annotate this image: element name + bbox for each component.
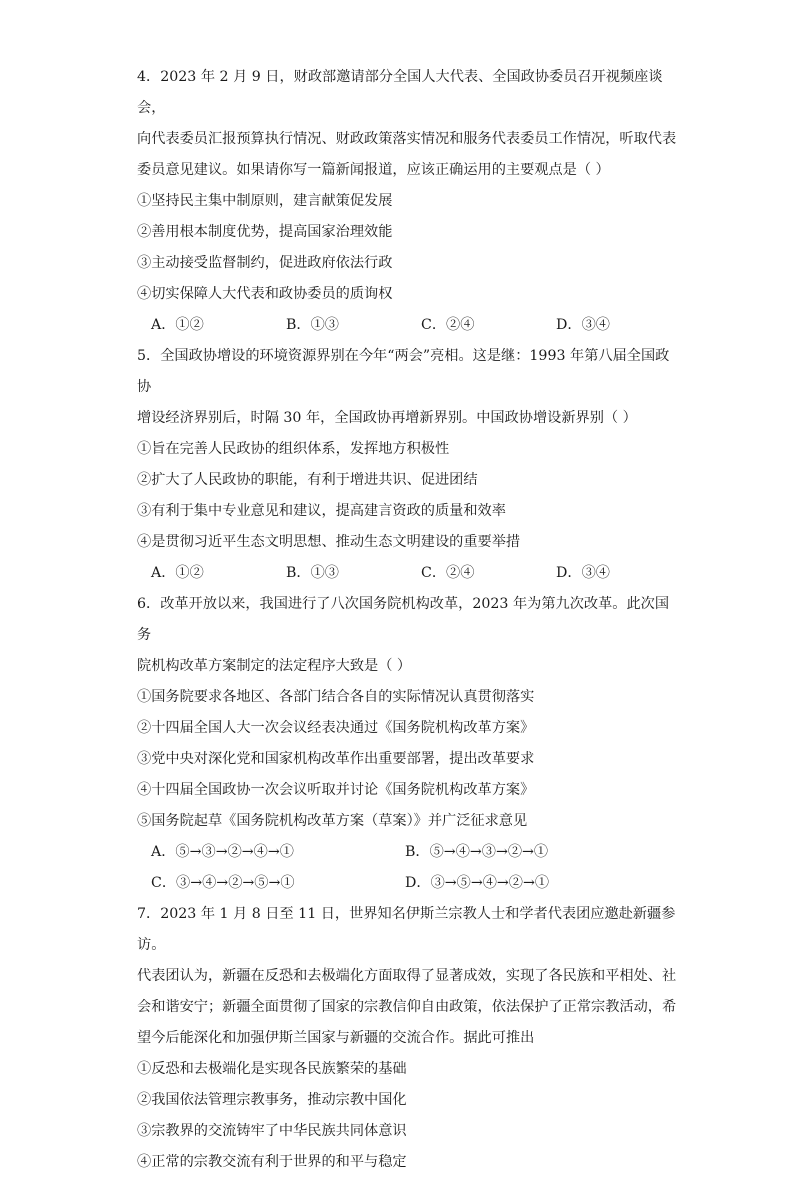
choice-b: B．①③ <box>286 565 339 581</box>
statement-option: ②我国依法管理宗教事务，推动宗教中国化 <box>137 1092 407 1108</box>
statement-option: ①反恐和去极端化是实现各民族繁荣的基础 <box>137 1061 407 1077</box>
answer-choices <box>137 868 677 899</box>
question-stem-line: 院机构改革方案制定的法定程序大致是（ ） <box>137 658 412 674</box>
question-stem-line: 5．全国政协增设的环境资源界别在今年“两会”亮相。这是继：1993 年第八届全国政协 <box>137 348 670 395</box>
statement-option: ②扩大了人民政协的职能，有利于增进共识、促进团结 <box>137 472 478 488</box>
choice-b: B．①③ <box>286 317 339 333</box>
question-stem-line: 望今后能深化和加强伊斯兰国家与新疆的交流合作。据此可推出 <box>137 1030 535 1046</box>
statement-option: ③有利于集中专业意见和建议，提高建言资政的质量和效率 <box>137 503 506 519</box>
question-6 <box>137 589 677 899</box>
question-stem-line: 6．改革开放以来，我国进行了八次国务院机构改革，2023 年为第九次改革。此次国务 <box>137 596 670 643</box>
question-4 <box>137 62 677 341</box>
question-stem-line: 4．2023 年 2 月 9 日，财政部邀请部分全国人大代表、全国政协委员召开视频座谈会， <box>137 69 663 116</box>
choice-b: B．⑤→④→③→②→① <box>405 844 549 860</box>
choice-d: D．③④ <box>556 317 610 333</box>
question-stem-line: 7．2023 年 1 月 8 日至 11 日，世界知名伊斯兰宗教人士和学者代表团应邀赴新疆参访。 <box>137 906 676 953</box>
choice-c: C．②④ <box>421 565 475 581</box>
question-stem-line: 代表团认为，新疆在反恐和去极端化方面取得了显著成效，实现了各民族和平相处、社 <box>137 968 677 984</box>
statement-option: ①国务院要求各地区、各部门结合各自的实际情况认真贯彻落实 <box>137 689 535 705</box>
question-stem-line: 会和谐安宁；新疆全面贯彻了国家的宗教信仰自由政策，依法保护了正常宗教活动，希 <box>137 999 677 1015</box>
question-7 <box>137 899 677 1178</box>
statement-option: ④是贯彻习近平生态文明思想、推动生态文明建设的重要举措 <box>137 534 521 550</box>
choice-a: A．①② <box>151 565 204 581</box>
answer-choices <box>137 837 677 868</box>
statement-option: ①坚持民主集中制原则，建言献策促发展 <box>137 193 393 209</box>
question-stem-line: 委员意见建议。如果请你写一篇新闻报道，应该正确运用的主要观点是（ ） <box>137 162 610 178</box>
question-stem-line: 向代表委员汇报预算执行情况、财政政策落实情况和服务代表委员工作情况，听取代表 <box>137 131 677 147</box>
question-list <box>137 62 677 1178</box>
statement-option: ④正常的宗教交流有利于世界的和平与稳定 <box>137 1154 407 1170</box>
choice-d: D．③→⑤→④→②→① <box>405 875 550 891</box>
statement-option: ④十四届全国政协一次会议听取并讨论《国务院机构改革方案》 <box>137 782 535 798</box>
statement-option: ②十四届全国人大一次会议经表决通过《国务院机构改革方案》 <box>137 720 535 736</box>
statement-option: ⑤国务院起草《国务院机构改革方案（草案）》并广泛征求意见 <box>137 813 528 829</box>
question-5 <box>137 341 677 589</box>
choice-d: D．③④ <box>556 565 610 581</box>
choice-a: A．①② <box>151 317 204 333</box>
statement-option: ④切实保障人大代表和政协委员的质询权 <box>137 286 393 302</box>
answer-choices <box>137 310 677 341</box>
choice-a: A．⑤→③→②→④→① <box>151 844 294 860</box>
statement-option: ①旨在完善人民政协的组织体系，发挥地方积极性 <box>137 441 450 457</box>
statement-option: ③党中央对深化党和国家机构改革作出重要部署，提出改革要求 <box>137 751 535 767</box>
statement-option: ③主动接受监督制约，促进政府依法行政 <box>137 255 393 271</box>
choice-c: C．②④ <box>421 317 475 333</box>
question-stem-line: 增设经济界别后，时隔 30 年，全国政协再增新界别。中国政协增设新界别（ ） <box>137 410 637 426</box>
answer-choices <box>137 558 677 589</box>
statement-option: ②善用根本制度优势，提高国家治理效能 <box>137 224 393 240</box>
statement-option: ③宗教界的交流铸牢了中华民族共同体意识 <box>137 1123 407 1139</box>
choice-c: C．③→④→②→⑤→① <box>151 875 295 891</box>
